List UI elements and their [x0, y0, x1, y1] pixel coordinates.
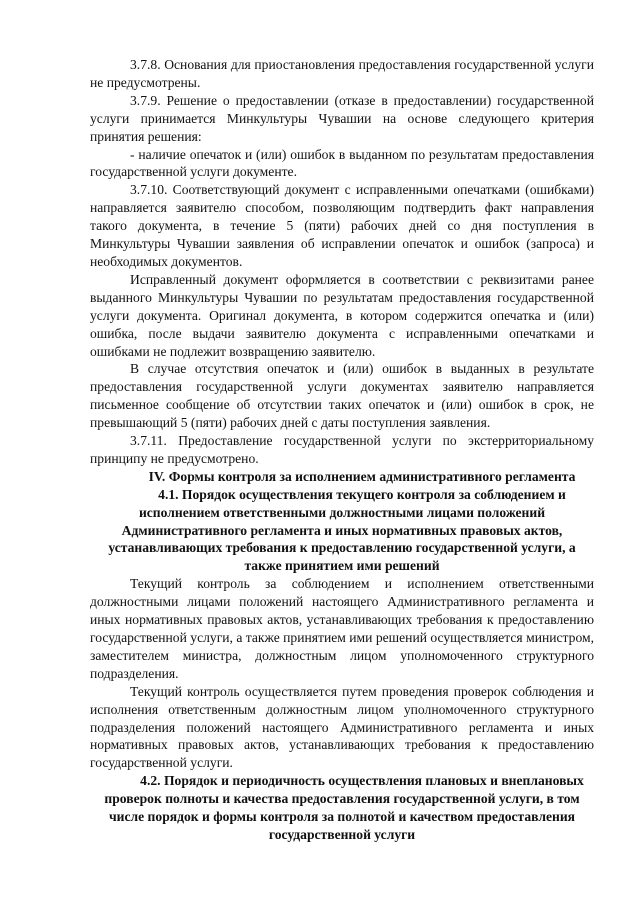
paragraph-current-control-method: Текущий контроль осуществляется путем проведения проверок соблюдения и исполнения ответственным должностным лицом уполномоченного структурного подразделения положений настоящего Административного регламента и иных нормативных правовых актов, устанавливающих требования к предоставлению государственной услуги.	[90, 683, 594, 771]
subsection-heading-4-1: 4.1. Порядок осуществления текущего контроля за соблюдением и исполнением ответственными должностными лицами положений Административного регламента и иных нормативных правовых актов, устанавливающих требования к предоставлению государственной услуги, а также принятием ими решений	[108, 486, 576, 574]
paragraph-criterion: - наличие опечаток и (или) ошибок в выданном по результатам предоставления государственной услуги документе.	[90, 146, 594, 180]
document-page	[90, 56, 594, 844]
paragraph-current-control: Текущий контроль за соблюдением и исполнением ответственными должностными лицами положений настоящего Административного регламента и иных нормативных правовых актов, устанавливающих требования к предоставлению государственной услуги, а также принятием ими решений осуществляется министром, заместителем министра, должностным лицом уполномоченного структурного подразделения.	[90, 576, 594, 681]
paragraph-corrected-document: Исправленный документ оформляется в соответствии с реквизитами ранее выданного Минкультуры Чувашии по результатам предоставления государственной услуги документа. Оригинал документа, в котором содержится опечатка и (или) ошибка, после выдачи заявителю документа с исправленными опечатками и ошибками не подлежит возвращению заявителю.	[90, 271, 594, 359]
paragraph-3-7-8: 3.7.8. Основания для приостановления предоставления государственной услуги не предусмотрены.	[90, 57, 594, 90]
paragraph-3-7-9: 3.7.9. Решение о предоставлении (отказе в предоставлении) государственной услуги принимается Минкультуры Чувашии на основе следующего критерия принятия решения:	[90, 92, 594, 144]
paragraph-3-7-10: 3.7.10. Соответствующий документ с исправленными опечатками (ошибками) направляется заявителю способом, позволяющим подтвердить факт направления такого документа, в течение 5 (пяти) рабочих дней со дня поступления в Минкультуры Чувашии заявления об исправлении опечаток и ошибок (запроса) и необходимых документов.	[90, 182, 594, 269]
subsection-heading-4-2: 4.2. Порядок и периодичность осуществления плановых и внеплановых проверок полноты и качества предоставления государственной услуги, в том числе порядок и формы контроля за полнотой и качеством предоставления государственной услуги	[104, 773, 584, 842]
paragraph-3-7-11: 3.7.11. Предоставление государственной услуги по экстерриториальному принципу не предусмотрено.	[90, 433, 594, 466]
paragraph-no-errors: В случае отсутствия опечаток и (или) ошибок в выданных в результате предоставления государственной услуги документах заявителю направляется письменное сообщение об отсутствии таких опечаток и (или) ошибок в срок, не превышающий 5 (пяти) рабочих дней с даты поступления заявления.	[90, 361, 594, 431]
section-heading-iv: IV. Формы контроля за исполнением административного регламента	[148, 468, 576, 484]
